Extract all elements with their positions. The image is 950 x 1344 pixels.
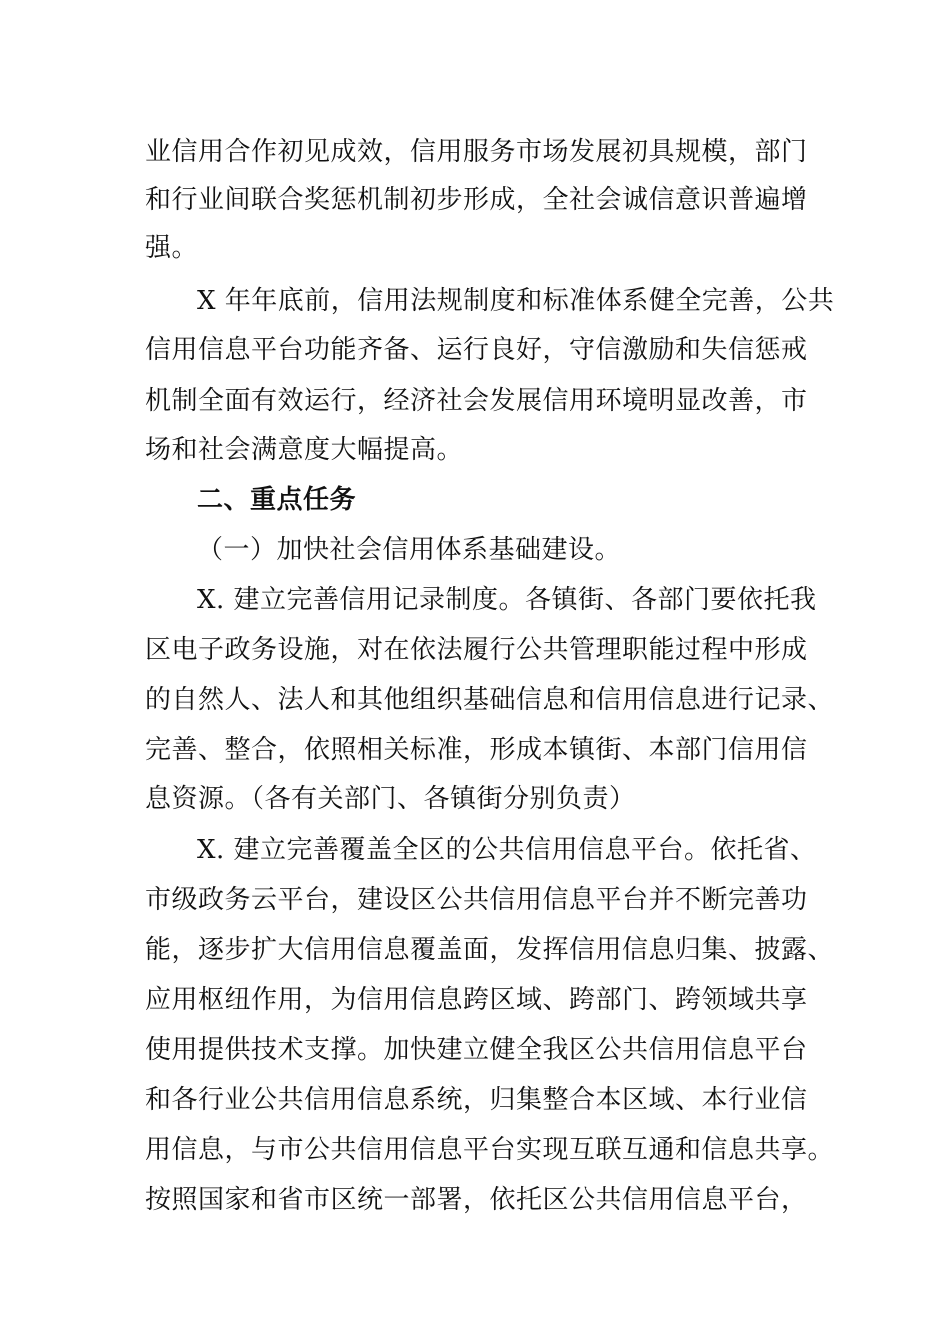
paragraph-2-line-2: 信用信息平台功能齐备、运行良好，守信激励和失信惩戒 — [145, 335, 808, 365]
paragraph-1-line-2: 和行业间联合奖惩机制初步形成，全社会诚信意识普遍增 — [145, 185, 808, 215]
paragraph-4-line-2: 市级政务云平台，建设区公共信用信息平台并不断完善功 — [145, 885, 808, 915]
paragraph-2-line-1: X 年年底前，信用法规制度和标准体系健全完善，公共 — [197, 286, 835, 316]
paragraph-3-line-3: 的自然人、法人和其他组织基础信息和信用信息进行记录、 — [145, 685, 835, 715]
paragraph-2-line-4: 场和社会满意度大幅提高。 — [145, 435, 464, 465]
paragraph-3-line-5: 息资源。（各有关部门、各镇街分别负责） — [145, 784, 636, 814]
paragraph-3-line-1: X. 建立完善信用记录制度。各镇街、各部门要依托我 — [197, 585, 817, 615]
paragraph-4-line-5: 使用提供技术支撑。加快建立健全我区公共信用信息平台 — [145, 1035, 808, 1065]
paragraph-1-line-3: 强。 — [145, 233, 199, 263]
paragraph-1-line-1: 业信用合作初见成效，信用服务市场发展初具规模，部门 — [145, 137, 808, 167]
paragraph-2-line-3: 机制全面有效运行，经济社会发展信用环境明显改善，市 — [145, 386, 808, 416]
paragraph-4-line-6: 和各行业公共信用信息系统，归集整合本区域、本行业信 — [145, 1085, 808, 1115]
paragraph-3-line-2: 区电子政务设施，对在依法履行公共管理职能过程中形成 — [145, 635, 808, 665]
paragraph-4-line-7: 用信息，与市公共信用信息平台实现互联互通和信息共享。 — [145, 1135, 835, 1165]
paragraph-4-line-4: 应用枢纽作用，为信用信息跨区域、跨部门、跨领域共享 — [145, 985, 808, 1015]
subsection-heading: （一）加快社会信用体系基础建设。 — [197, 535, 622, 565]
paragraph-4-line-3: 能，逐步扩大信用信息覆盖面，发挥信用信息归集、披露、 — [145, 935, 835, 965]
paragraph-4-line-8: 按照国家和省市区统一部署，依托区公共信用信息平台， — [145, 1185, 808, 1215]
paragraph-4-line-1: X. 建立完善覆盖全区的公共信用信息平台。依托省、 — [197, 835, 817, 865]
section-heading: 二、重点任务 — [197, 485, 357, 515]
paragraph-3-line-4: 完善、整合，依照相关标准，形成本镇街、本部门信用信 — [145, 735, 808, 765]
